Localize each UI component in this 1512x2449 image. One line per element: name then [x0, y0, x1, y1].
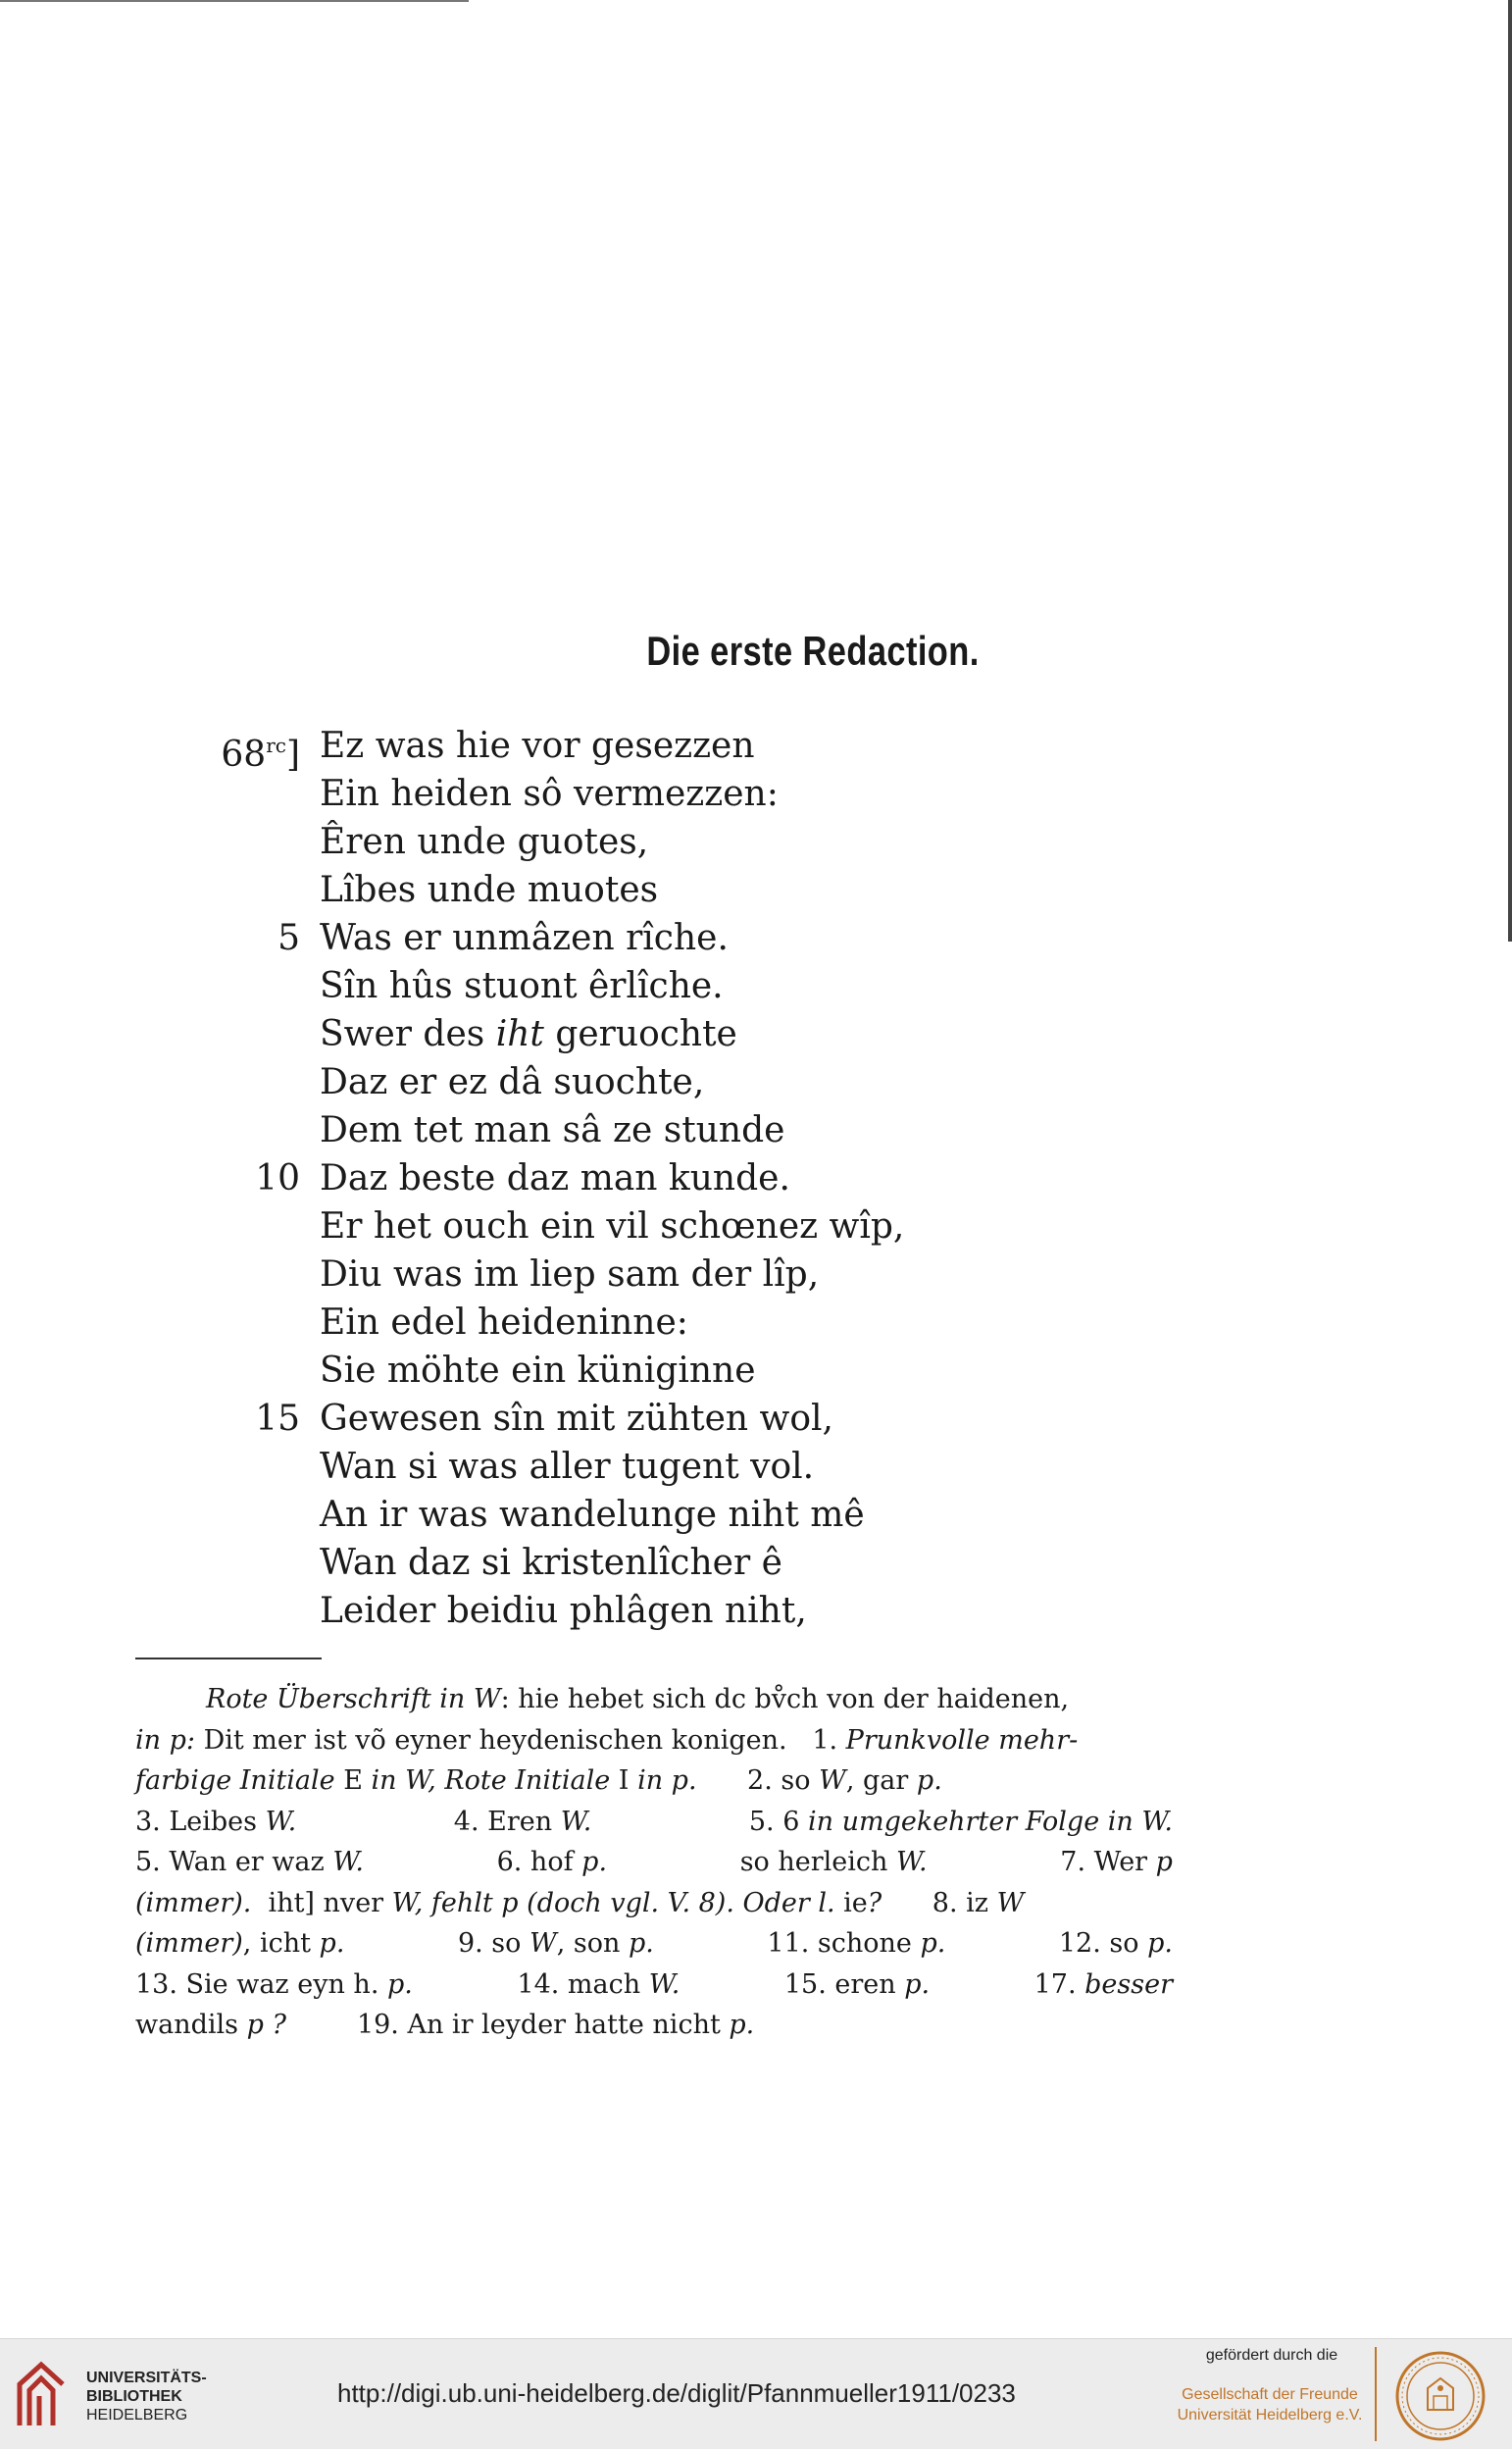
verse-text: Swer des iht geruochte: [320, 1014, 737, 1054]
sponsor-caption: gefördert durch die: [1205, 2347, 1338, 2364]
note-text: iht] nver: [251, 1887, 392, 1918]
note-line: [135, 1720, 1173, 1761]
folio-marker: $68^{rc}$]: [221, 734, 300, 775]
note-line: [135, 1760, 1173, 1802]
note-text: Prunkvolle mehr-: [845, 1724, 1079, 1756]
verse-text: Ein heiden sô vermezzen:: [320, 774, 779, 814]
verse-text: Gewesen sîn mit zühten wol,: [320, 1399, 833, 1439]
verse-text: Leider beidiu phlâgen niht,: [320, 1591, 807, 1631]
line-number: 5: [277, 918, 300, 958]
note-line: [135, 1802, 1173, 1843]
note-text: W: [996, 1887, 1025, 1918]
note-text: Rote Überschrift in W: [206, 1684, 501, 1714]
note-entry: 5. 6 in umgekehrter Folge in W.: [748, 1806, 1173, 1837]
ub-heidelberg-logo-icon[interactable]: [12, 2357, 73, 2433]
note-text: farbige Initiale: [135, 1765, 335, 1796]
page-edge-shadow: [1508, 0, 1512, 942]
note-entry: 7. Wer p: [1060, 1847, 1173, 1877]
line-number: 10: [255, 1158, 300, 1199]
verse-text: Wan daz si kristenlîcher ê: [320, 1543, 782, 1583]
top-scan-rule: [0, 0, 469, 2]
note-entry: 6. hof p.: [496, 1847, 608, 1877]
note-entry: 5. Wan er waz W.: [135, 1847, 364, 1877]
sponsor-name[interactable]: Gesellschaft der Freunde Universität Heidelberg e.V.: [1177, 2386, 1363, 2423]
verse-text: Êren unde guotes,: [320, 822, 649, 862]
note-line: [135, 1883, 1173, 1924]
page-title: Die erste Redaction.: [646, 628, 980, 674]
verse-text: Sie möhte ein küniginne: [320, 1351, 756, 1391]
note-line: [135, 1923, 1173, 1964]
note-entry: 17. besser: [1033, 1968, 1173, 2000]
note-text: W, fehlt p (doch vgl. V. 8). Oder l.: [391, 1887, 835, 1918]
note-entry: 3. Leibes W.: [135, 1806, 297, 1837]
note-text: I: [610, 1765, 638, 1796]
footer-bar: [0, 2338, 1512, 2449]
note-text: : hie hebet sich dc bv̊ch von der haidenen,: [500, 1684, 1070, 1714]
note-line: [135, 1842, 1173, 1883]
verse-text: Sîn hûs stuont êrlîche.: [320, 966, 724, 1006]
note-entry: so herleich W.: [739, 1847, 928, 1877]
note-line: [135, 1964, 1173, 2006]
verse-text: Daz er ez dâ suochte,: [320, 1062, 705, 1102]
note-entry: 13. Sie waz eyn h. p.: [135, 1968, 413, 2000]
note-text: p.: [916, 1765, 942, 1796]
verse-text: Lîbes unde muotes: [320, 870, 659, 910]
verse-text: Was er unmâzen rîche.: [320, 918, 729, 958]
university-seal-icon: [1390, 2349, 1490, 2443]
footnote-rule: [135, 1658, 322, 1659]
note-text: , gar: [845, 1765, 917, 1796]
verse-text: Wan si was aller tugent vol.: [320, 1447, 815, 1487]
note-line: [135, 1679, 1173, 1720]
permalink-url[interactable]: http://digi.ub.uni-heidelberg.de/diglit/Pfannmueller1911/0233: [337, 2378, 1016, 2408]
verse-text: Daz beste daz man kunde.: [320, 1158, 790, 1199]
critical-apparatus: [135, 1679, 1173, 2046]
verse-text: An ir was wandelunge niht mê: [320, 1495, 865, 1535]
note-text: 8. iz: [882, 1887, 997, 1918]
note-text: 2. so: [696, 1765, 820, 1796]
note-entry: 9. so W, son p.: [457, 1928, 654, 1959]
note-text: W: [819, 1765, 846, 1796]
verse-text: Ein edel heideninne:: [320, 1302, 688, 1343]
note-entry: (immer), icht p.: [135, 1928, 345, 1959]
line-number: 15: [255, 1399, 300, 1439]
note-text: ?: [867, 1887, 882, 1918]
note-entry: 12. so p.: [1058, 1928, 1173, 1959]
note-text: E: [334, 1765, 372, 1796]
note-entry: 14. mach W.: [517, 1968, 680, 2000]
verse-text: Dem tet man sâ ze stunde: [320, 1110, 785, 1150]
note-text: in p:: [135, 1724, 195, 1756]
note-text: Dit mer ist võ eyner heydenischen konigen. 1.: [195, 1724, 846, 1756]
note-text: in p.: [637, 1765, 697, 1796]
library-name: UNIVERSITÄTS- BIBLIOTHEK HEIDELBERG: [86, 2370, 207, 2423]
note-entry: 11. schone p.: [767, 1928, 946, 1959]
verse-text: Diu was im liep sam der lîp,: [320, 1254, 820, 1295]
note-entry: 15. eren p.: [783, 1968, 931, 2000]
verse-text: Ez was hie vor gesezzen: [320, 726, 755, 766]
note-entry: 4. Eren W.: [453, 1806, 592, 1837]
note-text: (immer).: [135, 1887, 252, 1918]
note-entry: wandils p ?: [135, 2010, 286, 2040]
footer-divider: [1375, 2347, 1377, 2441]
note-text: ie: [834, 1887, 868, 1918]
verse-text: Er het ouch ein vil schœnez wîp,: [320, 1206, 905, 1247]
note-line: [135, 2005, 1173, 2046]
note-text: in W, Rote Initiale: [371, 1765, 611, 1796]
note-entry: 19. An ir leyder hatte nicht p.: [356, 2010, 755, 2040]
